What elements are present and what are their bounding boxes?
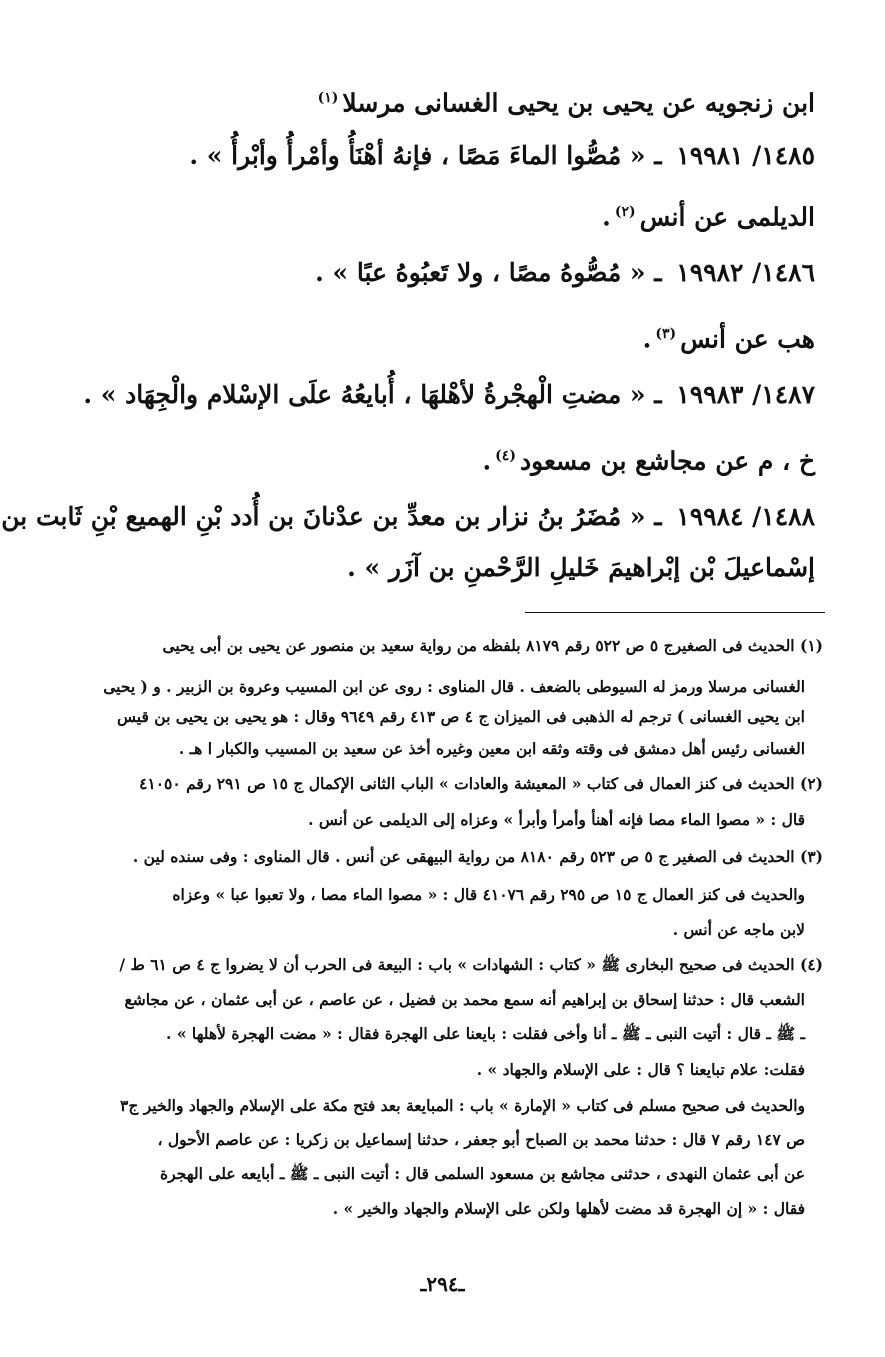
footnote-line: الغسانى رئيس أهل دمشق فى وقته وثقه ابن معين وغيره أخذ عن سعيد بن المسيب والكبار ا هـ . [178,739,805,758]
entry-source-line [50,436,815,481]
footnote-separator [525,612,825,613]
footnote-marker: (٣) [655,326,677,342]
hadith-entry [50,136,815,176]
footnote-line: والحديث فى كنز العمال ج ١٥ ص ٢٩٥ رقم ٤١٠٧٦ قال : « مصوا الماء مصا ، ولا تعبوا عبا » وعزاه [172,885,805,904]
footnote-line: فقال : « إن الهجرة قد مضت لأهلها ولكن على الإسلام والجهاد والخير » . [332,1199,805,1218]
footnote-line: (٤) الحديث فى صحيح البخارى ﷺ « كتاب : الشهادات » باب : البيعة فى الحرب أن لا يضروا ج ٤ ص ٦١ ط / [119,955,823,974]
footnote-line: والحديث فى صحيح مسلم فى كتاب « الإمارة » باب : المبايعة بعد فتح مكة على الإسلام والجهاد والخير ج٣ [119,1096,805,1115]
hadith-text: ـ « مضتِ الْهجْرةُ لأهْلهَا ، أُبايعُهُ علَى الإسْلام والْجِهَاد » . [83,380,662,409]
entry-tail: . [482,446,492,476]
footnote-line: لابن ماجه عن أنس . [672,920,805,939]
hadith-text: ـ « مُصُّوهُ مصًا ، ولا تَعبُوهُ عبًا » . [315,258,662,287]
entry-text: ابن زنجويه عن يحيى بن يحيى الغسانى مرسلا [342,88,815,118]
footnote-marker: (٢) [614,204,636,220]
entry-tail: . [642,324,652,354]
entry-tail: . [602,202,611,232]
hadith-number: ١٤٨٧/ ١٩٩٨٣ [676,380,815,409]
footnote-marker: (٤) [495,448,516,464]
footnote-line: عن أبى عثمان النهدى ، حدثنى مجاشع بن مسعود السلمى قال : أتيت النبى ـ ﷺ ـ أبايعه على الهجرة [160,1164,805,1183]
footnote-line: قال : « مصوا الماء مصا فإنه أهنأ وأمرأ وأبرأ » وعزاه إلى الديلمى عن أنس . [308,810,805,829]
footnote-line: (٢) الحديث فى كنز العمال فى كتاب « المعيشة والعادات » الباب الثانى الإكمال ج ١٥ ص ٢٩١ رقم ٤١٠٥٠ [139,774,823,793]
footnote-line: (٣) الحديث فى الصغير ج ٥ ص ٥٢٣ رقم ٨١٨٠ من رواية البيهقى عن أنس . قال المناوى : وفى سنده لين . [132,847,823,866]
hadith-text: ـ « مُصُّوا الماءَ مَصًا ، فإنهُ أهْنَأُ وأمْرأُ وأبْرأُ » . [189,141,662,170]
page-number: ـ٢٩٤ـ [420,1272,465,1296]
entry-text: هب عن أنس [680,324,815,354]
hadith-entry [50,375,815,415]
hadith-number: ١٤٨٨/ ١٩٩٨٤ [676,502,815,531]
entry-text: الديلمى عن أنس [639,202,815,232]
footnote-marker: (١) [317,90,339,106]
hadith-number: ١٤٨٥/ ١٩٩٨١ [676,141,815,170]
hadith-entry [1,497,815,537]
footnote-line: ص ١٤٧ رقم ٧ قال : حدثنا محمد بن الصباح أبو جعفر ، حدثنا إسماعيل بن زكريا : عن عاصم الأحول ، [157,1130,805,1149]
footnote-line: ـ ﷺ ـ قال : أتيت النبى ـ ﷺ ـ أنا وأخى فقلت : بايعنا على الهجرة فقال : « مضت الهجرة لأهلها » . [166,1024,805,1043]
footnote-line: الغسانى مرسلا ورمز له السيوطى بالضعف . قال المناوى : روى عن ابن المسيب وعروة بن الزبير . و ( يحيى [103,677,805,696]
hadith-text: إسْماعيلَ بْن إبْراهيمَ خَليلِ الرَّحْمنِ بن آزَر » . [347,553,815,582]
entry-source-line [50,314,815,359]
footnote-line: ابن يحيى الغسانى ) ترجم له الذهبى فى الميزان ج ٤ ص ٤١٣ رقم ٩٦٤٩ وقال : هو يحيى بن يحيى بن قيس [117,707,805,726]
entry-text: خ ، م عن مجاشع بن مسعود [519,446,815,476]
entry-source-line [50,78,815,123]
footnote-line: الشعب قال : حدثنا إسحاق بن إبراهيم أنه سمع محمد بن فضيل ، عن عاصم ، عن أبى عثمان ، عن مجاشع [124,990,805,1009]
footnote-line: فقلت: علام تبايعنا ؟ قال : على الإسلام والجهاد » . [476,1060,805,1079]
entry-source-line [50,192,815,237]
footnote-line: (١) الحديث فى الصغيرج ٥ ص ٥٢٢ رقم ٨١٧٩ بلفظه من رواية سعيد بن منصور عن يحيى بن أبى يحيى [162,636,823,655]
hadith-entry [50,253,815,293]
hadith-number: ١٤٨٦/ ١٩٩٨٢ [676,258,815,287]
hadith-text: ـ « مُضَرُ بنُ نزار بن معدِّ بن عدْنانَ بن أُدد بْنِ الهميع بْنِ ثَابت بن [1,502,662,531]
hadith-continuation [50,548,815,588]
